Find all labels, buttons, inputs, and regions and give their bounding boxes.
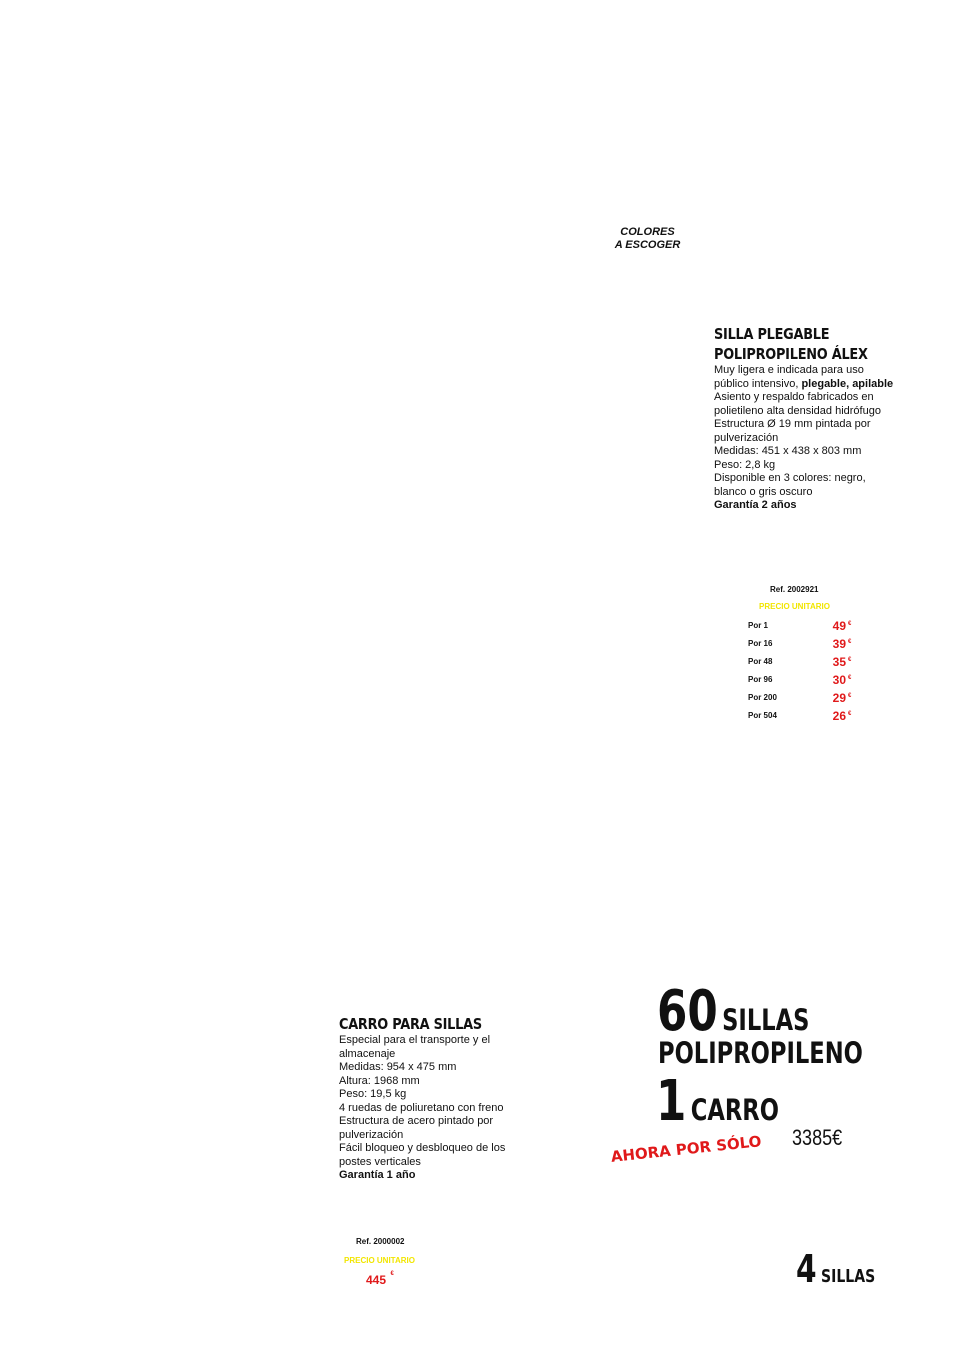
carro-product bbox=[339, 1014, 529, 1183]
promo-num-60: 60 bbox=[657, 979, 718, 1044]
silla-desc-line: Estructura Ø 19 mm pintada por bbox=[714, 418, 871, 430]
carro-title-text: CARRO PARA SILLAS bbox=[339, 1015, 482, 1033]
silla-price-table bbox=[748, 619, 858, 727]
carro-desc-line: Altura: 1968 mm bbox=[339, 1074, 420, 1087]
price-qty: Por 96 bbox=[748, 675, 773, 684]
carro-title bbox=[339, 1014, 502, 1034]
promo-word-sillas: SILLAS bbox=[722, 1003, 810, 1037]
silla-desc-text: público intensivo, bbox=[714, 377, 802, 390]
promo-num-1: 1 bbox=[656, 1069, 687, 1134]
silla-ref: Ref. 2002921 bbox=[770, 585, 819, 594]
silla-desc-line: Medidas: 451 x 438 x 803 mm bbox=[714, 445, 862, 457]
colores-line1: COLORES bbox=[620, 226, 675, 238]
silla-title-line1: SILLA PLEGABLE bbox=[714, 325, 830, 343]
price-row bbox=[748, 655, 858, 673]
euro-sign: € bbox=[848, 657, 852, 663]
promo-ahora bbox=[610, 1132, 762, 1167]
silla-title-line2: POLIPROPILENO ÁLEX bbox=[714, 345, 868, 363]
silla-desc-line: Muy ligera e indicada para uso bbox=[714, 364, 864, 376]
price-value: 30 bbox=[832, 673, 846, 687]
carro-desc-line: Estructura de acero pintado por bbox=[339, 1115, 494, 1127]
price-value: 29 bbox=[832, 691, 846, 705]
carro-price-value: 445 bbox=[366, 1273, 387, 1287]
colores-label bbox=[600, 226, 695, 252]
euro-sign: € bbox=[848, 693, 852, 699]
price-qty: Por 1 bbox=[748, 621, 769, 630]
euro-sign: € bbox=[848, 675, 852, 681]
silla-desc-line: blanco o gris oscuro bbox=[714, 485, 813, 498]
euro-sign: € bbox=[390, 1271, 394, 1277]
silla-desc-line bbox=[714, 378, 914, 392]
carro-desc-line: almacenaje bbox=[339, 1047, 396, 1060]
promo-line2 bbox=[658, 1036, 863, 1070]
promo-ahora-text: AHORA POR SÓLO bbox=[610, 1132, 763, 1166]
price-qty: Por 16 bbox=[748, 639, 773, 648]
silla-description bbox=[714, 364, 914, 513]
carro-precio-unitario: PRECIO UNITARIO bbox=[344, 1256, 415, 1265]
promo-line3 bbox=[656, 1070, 779, 1134]
price-qty: Por 504 bbox=[748, 711, 777, 720]
euro-sign: € bbox=[848, 639, 852, 645]
carro-description bbox=[339, 1034, 529, 1183]
price-value: 26 bbox=[832, 709, 846, 723]
silla-product bbox=[714, 324, 914, 513]
silla-desc-line: Peso: 2,8 kg bbox=[714, 458, 776, 471]
silla-garantia: Garantía 2 años bbox=[714, 499, 797, 511]
promo-price: 3385€ bbox=[792, 1125, 843, 1150]
euro-sign: € bbox=[848, 711, 852, 717]
price-row bbox=[748, 619, 858, 637]
price-row bbox=[748, 691, 858, 709]
promo-word-carro: CARRO bbox=[690, 1093, 779, 1127]
promo-line1 bbox=[657, 980, 809, 1044]
silla-desc-line: Asiento y respaldo fabricados en bbox=[714, 391, 874, 403]
silla-desc-line: pulverización bbox=[714, 431, 779, 444]
price-value: 35 bbox=[832, 655, 846, 669]
silla-title bbox=[714, 324, 886, 364]
footer-word: SILLAS bbox=[820, 1266, 876, 1287]
price-value: 49 bbox=[832, 619, 846, 633]
carro-garantia: Garantía 1 año bbox=[339, 1169, 416, 1181]
carro-desc-line: Peso: 19,5 kg bbox=[339, 1088, 407, 1100]
carro-desc-line: Fácil bloqueo y desbloqueo de los bbox=[339, 1142, 506, 1154]
carro-desc-line: 4 ruedas de poliuretano con freno bbox=[339, 1101, 504, 1114]
silla-desc-line: Disponible en 3 colores: negro, bbox=[714, 472, 866, 484]
footer-num: 4 bbox=[796, 1247, 817, 1291]
carro-ref: Ref. 2000002 bbox=[356, 1237, 405, 1246]
silla-desc-line: polietileno alta densidad hidrófugo bbox=[714, 404, 881, 417]
footer-page-label bbox=[796, 1248, 875, 1290]
price-row bbox=[748, 709, 858, 727]
silla-precio-unitario: PRECIO UNITARIO bbox=[759, 602, 830, 611]
carro-desc-line: postes verticales bbox=[339, 1155, 421, 1168]
euro-sign: € bbox=[848, 621, 852, 627]
carro-price bbox=[366, 1271, 394, 1289]
price-value: 39 bbox=[832, 637, 846, 651]
carro-desc-line: Medidas: 954 x 475 mm bbox=[339, 1061, 457, 1073]
silla-desc-bold: plegable, apilable bbox=[801, 377, 894, 390]
carro-desc-line: pulverización bbox=[339, 1128, 404, 1141]
price-row bbox=[748, 673, 858, 691]
price-row bbox=[748, 637, 858, 655]
price-qty: Por 48 bbox=[748, 657, 773, 666]
carro-desc-line: Especial para el transporte y el bbox=[339, 1034, 491, 1046]
colores-line2: A ESCOGER bbox=[614, 239, 681, 251]
price-qty: Por 200 bbox=[748, 693, 777, 702]
promo-word-polipropileno: POLIPROPILENO bbox=[658, 1036, 863, 1070]
